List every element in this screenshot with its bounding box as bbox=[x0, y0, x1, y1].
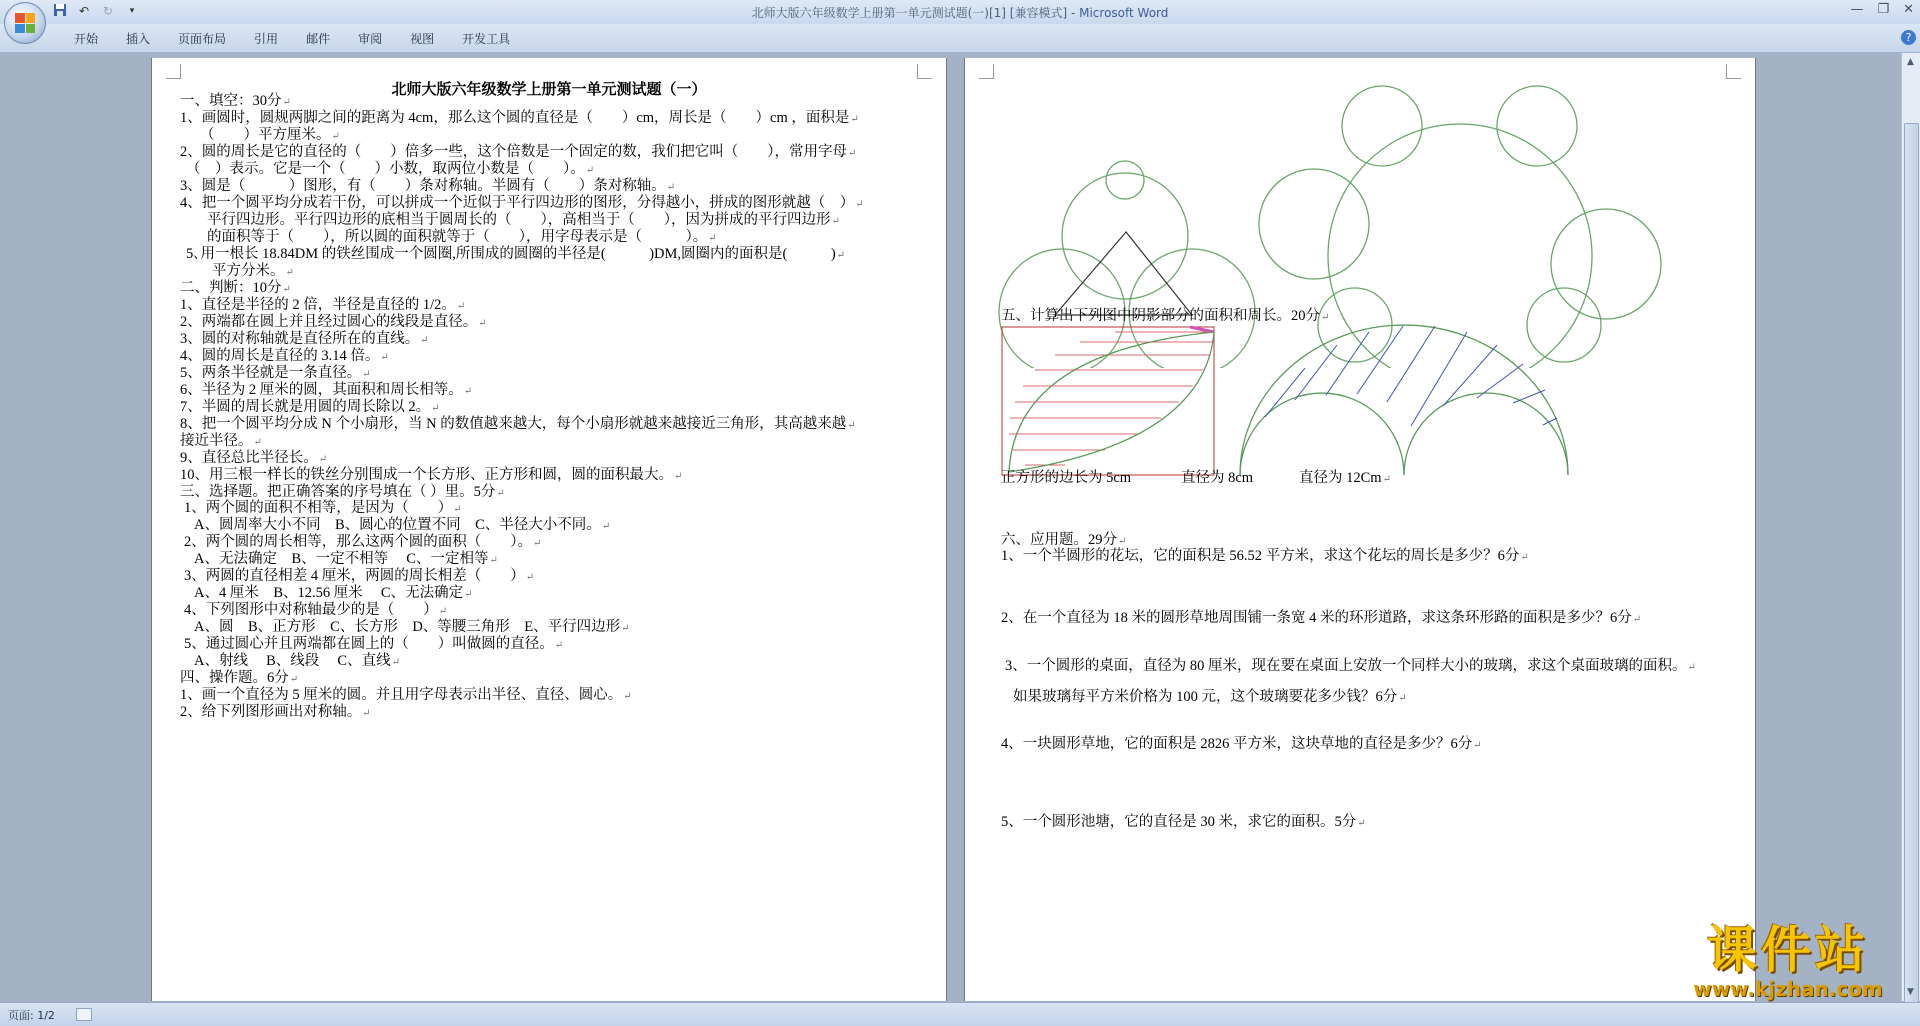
question-line: 6、半径为 2 厘米的圆，其面积和周长相等。↵ bbox=[180, 382, 473, 398]
crop-mark bbox=[166, 64, 181, 79]
page-title: 北师大版六年级数学上册第一单元测试题（一） bbox=[391, 82, 707, 98]
question-line: 四、操作题。6分↵ bbox=[180, 670, 299, 686]
scrollbar-thumb[interactable] bbox=[1904, 123, 1919, 1005]
ribbon-tabs bbox=[60, 30, 524, 48]
tab-insert[interactable]: 插入 bbox=[126, 32, 151, 46]
figure-label-diameter-12: 直径为 12Cm↵ bbox=[1299, 470, 1391, 486]
question-6-3: 3、一个圆形的桌面，直径为 80 厘米，现在要在桌面上安放一个同样大小的玻璃，求这个桌面玻璃的面积。↵ bbox=[1005, 658, 1696, 674]
question-line: 5、通过圆心并且两端都在圆上的（ ）叫做圆的直径。↵ bbox=[184, 636, 564, 652]
scroll-up-icon[interactable]: ▲ bbox=[1907, 57, 1914, 67]
question-6-3-continued: 如果玻璃每平方米价格为 100 元，这个玻璃要花多少钱？6分↵ bbox=[1013, 689, 1407, 705]
crop-mark bbox=[917, 64, 932, 79]
figure-label-diameter-8: 直径为 8cm bbox=[1181, 470, 1254, 486]
square-figure bbox=[1002, 327, 1214, 475]
save-icon[interactable] bbox=[52, 3, 68, 19]
window-controls bbox=[1850, 2, 1914, 17]
question-6-5: 5、一个圆形池塘，它的直径是 30 米，求它的面积。5分↵ bbox=[1001, 814, 1366, 830]
watermark-url: www.kjzhan.com bbox=[1693, 977, 1883, 1001]
question-line: 1、画一个直径为 5 厘米的圆。并且用字母表示出半径、直径、圆心。↵ bbox=[180, 687, 632, 703]
close-icon[interactable]: ✕ bbox=[1903, 2, 1914, 17]
question-6-4: 4、一块圆形草地，它的面积是 2826 平方米，这块草地的直径是多少？6分↵ bbox=[1001, 736, 1482, 752]
title-bar bbox=[0, 0, 1920, 24]
question-line: 2、两个圆的周长相等，那么这两个圆的面积（ ）。↵ bbox=[184, 534, 542, 550]
leaf-hatching bbox=[1009, 332, 1214, 465]
question-line: 9、直径总比半径长。↵ bbox=[180, 450, 328, 466]
middle-circle bbox=[1062, 173, 1188, 299]
tab-mailings[interactable]: 邮件 bbox=[306, 32, 331, 46]
question-6-2: 2、在一个直径为 18 米的圆形草地周围铺一条宽 4 米的环形道路，求这条环形路的面积是多少？6分↵ bbox=[1001, 610, 1642, 626]
question-line: 4、把一个圆平均分成若干份，可以拼成一个近似于平行四边形的图形，分得越小，拼成的图形就越（ ）↵ bbox=[180, 195, 864, 211]
triangle bbox=[1055, 232, 1192, 315]
tab-review[interactable]: 审阅 bbox=[358, 32, 383, 46]
quick-access-toolbar bbox=[52, 3, 140, 19]
question-line: 平方分米。↵ bbox=[212, 263, 294, 279]
office-button[interactable] bbox=[4, 2, 46, 44]
redo-icon[interactable]: ↻ bbox=[102, 4, 114, 18]
ring-circle-top-right bbox=[1497, 86, 1577, 166]
tab-developer[interactable]: 开发工具 bbox=[462, 32, 511, 46]
question-line: 10、用三根一样长的铁丝分别围成一个长方形、正方形和圆，圆的面积最大。↵ bbox=[180, 467, 683, 483]
ring-circle-left bbox=[1259, 169, 1369, 279]
watermark-text: 课件站 bbox=[1707, 921, 1869, 979]
undo-icon[interactable]: ↶ bbox=[78, 4, 90, 18]
question-line: 平行四边形。平行四边形的底相当于圆周长的（ ），高相当于（ ），因为拼成的平行四边形↵ bbox=[207, 212, 840, 228]
question-line: 一、填空：30分↵ bbox=[180, 93, 291, 109]
question-line: 3、圆的对称轴就是直径所在的直线。↵ bbox=[180, 331, 429, 347]
question-line: 4、圆的周长是直径的 3.14 倍。↵ bbox=[180, 348, 389, 364]
question-line: 2、两端都在圆上并且经过圆心的线段是直径。↵ bbox=[180, 314, 487, 330]
window-title: 北师大版六年级数学上册第一单元测试题(一)[1] [兼容模式] - Microsoft Word bbox=[751, 6, 1169, 20]
question-line: 5､用一根长 18.84DM 的铁丝围成一个圆圈,所围成的圆圈的半径是( )DM,圆圈内的面积是( )↵ bbox=[186, 246, 846, 262]
ring-circle-top-left bbox=[1342, 86, 1422, 166]
small-semicircle-left bbox=[1240, 393, 1404, 475]
question-line: A、无法确定 B、一定不相等 C、一定相等↵ bbox=[194, 551, 498, 567]
help-icon[interactable]: ? bbox=[1901, 30, 1916, 45]
page-1 bbox=[152, 58, 946, 1001]
ring-circle-right bbox=[1551, 209, 1661, 319]
small-semicircle-right bbox=[1404, 393, 1568, 475]
question-6-1: 1、一个半圆形的花坛，它的面积是 56.52 平方米，求这个花坛的周长是多少？6分↵ bbox=[1001, 548, 1529, 564]
arch-hatching bbox=[1265, 326, 1557, 426]
question-line: 4、下列图形中对称轴最少的是（ ）↵ bbox=[184, 602, 448, 618]
question-line: A、圆周率大小不同 B、圆心的位置不同 C、半径大小不同。↵ bbox=[194, 517, 611, 533]
question-line: 的面积等于（ ），所以圆的面积就等于（ ），用字母表示是（ ）。↵ bbox=[207, 229, 717, 245]
question-line: 三、选择题。把正确答案的序号填在（ ）里。5分↵ bbox=[180, 484, 505, 500]
question-line: （ ）平方厘米。↵ bbox=[200, 127, 340, 143]
tab-view[interactable]: 视图 bbox=[410, 32, 435, 46]
question-line: 5、两条半径就是一条直径。↵ bbox=[180, 365, 371, 381]
question-line: 接近半径。↵ bbox=[180, 433, 262, 449]
figure-label-square: 正方形的边长为 5cm bbox=[1001, 470, 1132, 486]
document-area bbox=[0, 53, 1902, 1001]
question-line: A、圆 B、正方形 C、长方形 D、等腰三角形 E、平行四边形↵ bbox=[194, 619, 630, 635]
section-5-heading: 五、计算出下列图中阴影部分的面积和周长。20分↵ bbox=[1001, 308, 1330, 324]
question-line: 2、圆的周长是它的直径的（ ）倍多一些，这个倍数是一个固定的数，我们把它叫（ ），常用字母↵ bbox=[180, 144, 857, 160]
page-2 bbox=[965, 58, 1755, 1001]
page-indicator[interactable]: 页面: 1/2 bbox=[8, 1009, 55, 1022]
question-line: 8、把一个圆平均分成 N 个小扇形，当 N 的数值越来越大，每个小扇形就越来越接近三角形，其高越来越↵ bbox=[180, 416, 856, 432]
question-line: 2、给下列图形画出对称轴。↵ bbox=[180, 704, 371, 720]
ribbon bbox=[0, 24, 1920, 53]
small-top-circle bbox=[1106, 161, 1144, 199]
question-line: A、4 厘米 B、12.56 厘米 C、无法确定↵ bbox=[194, 585, 473, 601]
maximize-icon[interactable]: ❐ bbox=[1877, 2, 1890, 17]
minimize-icon[interactable]: — bbox=[1850, 2, 1864, 17]
question-line: 1、直径是半径的 2 倍，半径是直径的 1/2。↵ bbox=[180, 297, 466, 313]
question-line: 1、画圆时，圆规两脚之间的距离为 4cm，那么这个圆的直径是（ ）cm，周长是（ ）cm ，面积是↵ bbox=[180, 110, 859, 126]
watermark-logo bbox=[1668, 922, 1908, 1000]
question-line: （ ）表示。它是一个（ ）小数，取两位小数是（ ）。↵ bbox=[186, 161, 595, 177]
question-line: A、射线 B、线段 C、直线↵ bbox=[194, 653, 400, 669]
pink-segment bbox=[1190, 327, 1214, 332]
question-line: 二、判断：10分↵ bbox=[180, 280, 291, 296]
question-line: 7、半圆的周长就是用圆的周长除以 2。↵ bbox=[180, 399, 440, 415]
proofing-icon[interactable] bbox=[76, 1008, 92, 1021]
section-6-heading: 六、应用题。29分↵ bbox=[1001, 532, 1127, 548]
question-line: 1、两个圆的面积不相等，是因为（ ）↵ bbox=[184, 500, 462, 516]
customize-toolbar-icon[interactable]: ▾ bbox=[129, 6, 135, 16]
tab-references[interactable]: 引用 bbox=[254, 32, 279, 46]
tab-page-layout[interactable]: 页面布局 bbox=[178, 32, 227, 46]
tab-home[interactable]: 开始 bbox=[74, 32, 99, 46]
vertical-scrollbar[interactable] bbox=[1901, 53, 1920, 1001]
scroll-down-icon[interactable]: ▼ bbox=[1907, 987, 1914, 997]
status-bar bbox=[0, 1002, 1920, 1026]
question-line: 3、两圆的直径相差 4 厘米，两圆的周长相差（ ）↵ bbox=[184, 568, 535, 584]
office-logo-icon bbox=[15, 13, 35, 33]
question-line: 3、圆是（ ）图形，有（ ）条对称轴。半圆有（ ）条对称轴。↵ bbox=[180, 178, 676, 194]
